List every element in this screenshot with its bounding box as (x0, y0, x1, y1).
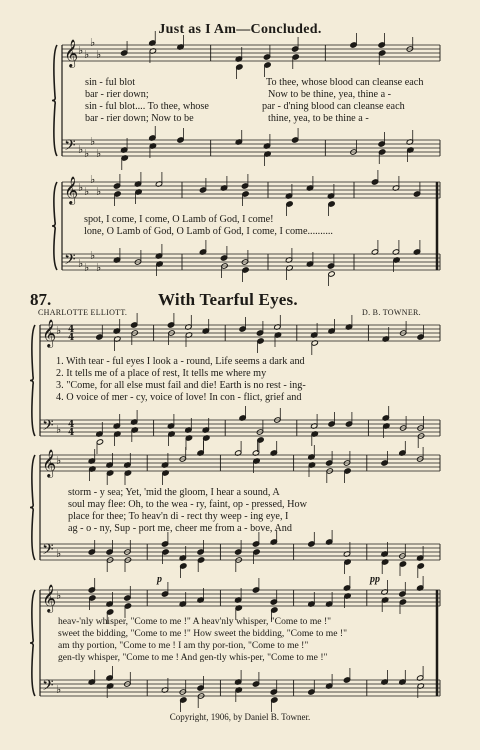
lyric-line: 3. "Come, for all else must fail and die! Earth is no rest - ing- (56, 380, 306, 391)
key-signature: ♭ (78, 143, 84, 156)
key-signature: ♭ (78, 257, 84, 270)
lyric-line: spot, I come, I come, O Lamb of God, I come! (84, 214, 274, 225)
key-signature: ♭ (90, 36, 96, 49)
lyric-line: sweet the bidding, "Come to me !" How sweet the bidding, "Come to me !" (58, 628, 348, 639)
music-credit: D. B. TOWNER. (362, 308, 421, 317)
lyric-line: am thy portion, "Come to me ! I am thy por-tion, "Come to me !" (58, 640, 309, 651)
hymn-title: With Tearful Eyes. (158, 290, 298, 309)
hymn-number: 87. (30, 290, 52, 309)
clef: 𝄞 (42, 319, 57, 347)
clef: 𝄞 (42, 449, 57, 477)
time-signature: 4 (68, 428, 75, 438)
key-signature: ♭ (90, 249, 96, 262)
system-brace (30, 590, 35, 696)
key-signature: ♭ (84, 185, 90, 198)
key-signature: ♭ (78, 44, 84, 57)
lyric-line: Now to be thine, yea, thine a - (268, 89, 392, 100)
lyric-line: lone, O Lamb of God, O Lamb of God, I come, I come.......... (84, 226, 333, 237)
clef: 𝄞 (64, 176, 79, 204)
dynamic-marking: pp (370, 574, 380, 585)
system-brace (52, 182, 57, 270)
key-signature: ♭ (90, 135, 96, 148)
lyric-line: bar - rier down; Now to be (85, 113, 194, 124)
continuation-title: Just as I Am—Concluded. (158, 22, 322, 37)
clef: 𝄢 (42, 417, 54, 438)
key-signature: ♭ (84, 48, 90, 61)
lyric-line: par - d'ning blood can cleanse each (262, 101, 405, 112)
lyric-line: sin - ful blot (85, 77, 136, 88)
clef: 𝄞 (42, 584, 57, 612)
key-signature: ♭ (56, 589, 62, 602)
key-signature: ♭ (96, 261, 102, 274)
clef: 𝄢 (64, 251, 76, 272)
lyric-line: gen-tly whisper, "Come to me ! And gen-tly whis-per, "Come to me !" (58, 652, 328, 663)
key-signature: ♭ (96, 185, 102, 198)
system-brace (30, 325, 35, 436)
time-signature: 4 (68, 420, 75, 430)
key-signature: ♭ (84, 147, 90, 160)
clef: 𝄢 (42, 677, 54, 698)
lyric-line: 1. With tear - ful eyes I look a - round, Life seems a dark and (56, 356, 305, 367)
key-signature: ♭ (84, 261, 90, 274)
copyright-notice: Copyright, 1906, by Daniel B. Towner. (169, 712, 311, 722)
lyric-line: soul may flee: Oh, to the wea - ry, faint, op - pressed, How (68, 499, 307, 510)
system-brace (30, 455, 35, 560)
key-signature: ♭ (56, 324, 62, 337)
lyric-line: place for thee; To heav'n di - rect thy weep - ing eye, I (68, 511, 289, 522)
lyric-line: ag - o - ny, Sup - port me, cheer me from a - bove, And (68, 523, 292, 534)
lyric-line: storm - y sea; Yet, 'mid the gloom, I hear a sound, A (68, 487, 280, 498)
lyric-line: To thee, whose blood can cleanse each (266, 77, 424, 88)
key-signature: ♭ (96, 147, 102, 160)
clef: 𝄢 (42, 541, 54, 562)
words-credit: CHARLOTTE ELLIOTT. (38, 308, 128, 317)
key-signature: ♭ (78, 181, 84, 194)
key-signature: ♭ (56, 683, 62, 696)
lyric-line: sin - ful blot.... To thee, whose (85, 101, 209, 112)
system-brace (52, 45, 57, 156)
key-signature: ♭ (96, 48, 102, 61)
lyric-line: 4. O voice of mer - cy, voice of love! In con - flict, grief and (56, 392, 302, 403)
time-signature: 4 (68, 325, 75, 335)
lyric-line: 2. It tells me of a place of rest, It tells me where my (56, 368, 267, 379)
lyric-line: heav-'nly whisper, "Come to me !" A heav'nly whisper, "Come to me !" (58, 616, 332, 627)
lyric-line: bar - rier down; (85, 89, 149, 100)
key-signature: ♭ (90, 173, 96, 186)
lyric-line: thine, yea, to be thine a - (268, 113, 369, 124)
clef: 𝄢 (64, 137, 76, 158)
clef: 𝄞 (64, 39, 79, 67)
key-signature: ♭ (56, 423, 62, 436)
key-signature: ♭ (56, 454, 62, 467)
dynamic-marking: p (157, 574, 162, 585)
time-signature: 4 (68, 333, 75, 343)
key-signature: ♭ (56, 547, 62, 560)
